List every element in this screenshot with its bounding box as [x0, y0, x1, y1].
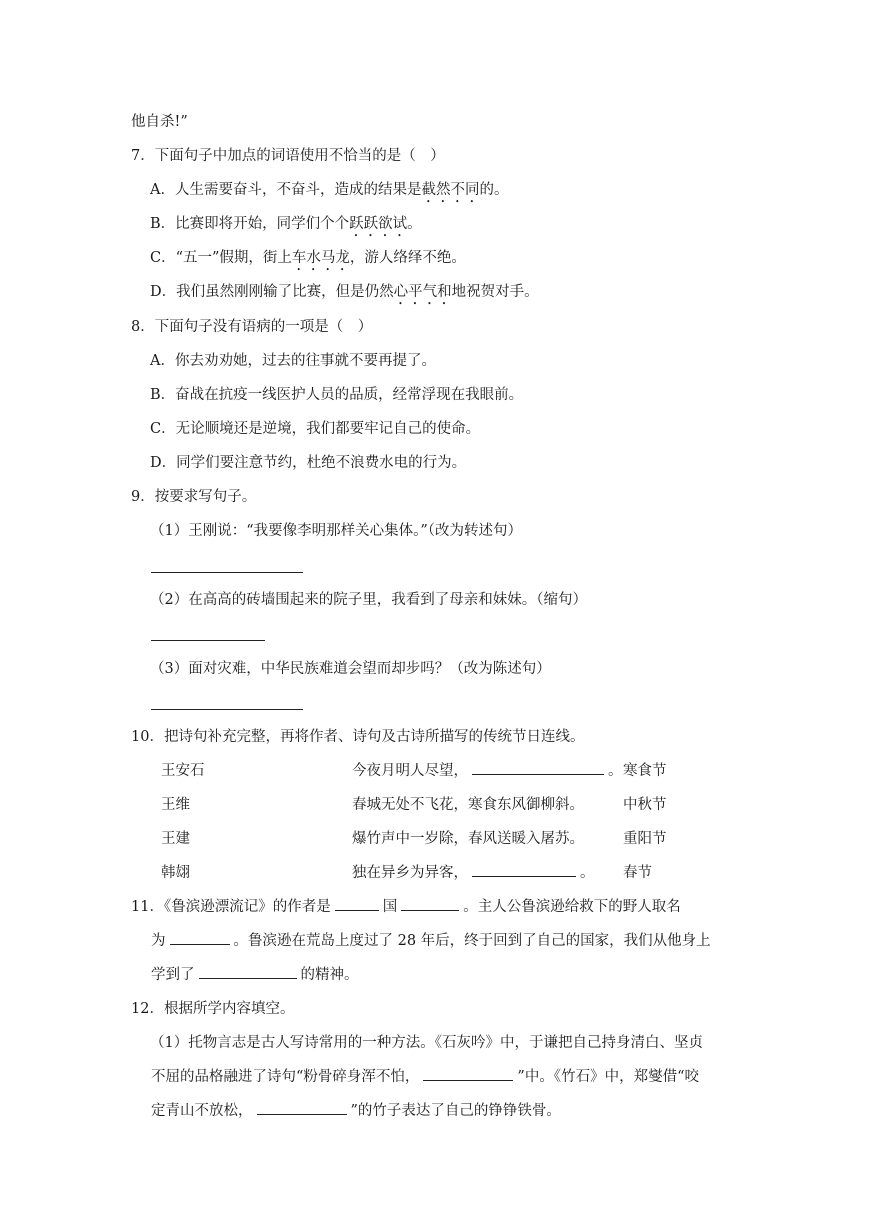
q9-answer-line-2[interactable] — [151, 640, 265, 641]
q12-line-2 — [151, 1067, 699, 1087]
q10-poem-blank[interactable] — [472, 875, 576, 877]
q10-author[interactable]: 王建 — [161, 831, 190, 847]
q10-festival[interactable]: 重阳节 — [623, 831, 667, 847]
q12-line-1: （1）托物言志是古人写诗常用的一种方法。《石灰吟》中，于谦把自己持身清白、坚贞 — [150, 1035, 703, 1051]
q7-option-a[interactable] — [150, 180, 508, 206]
q7-a-tail: 的。 — [479, 182, 509, 198]
carry-over-text: 他自杀!” — [131, 114, 188, 130]
q7-d-text: D．我们虽然刚刚输了比赛，但是仍然 — [150, 284, 394, 300]
q11-text: 为 — [151, 933, 166, 949]
q7-a-dotted-word: 截然不同 — [421, 182, 480, 198]
q11-blank-country[interactable] — [335, 909, 379, 911]
q8-option-c[interactable]: C．无论顺境还是逆境，我们都要牢记自己的使命。 — [150, 421, 481, 437]
q7-option-c[interactable] — [150, 248, 466, 274]
q9-sub1: （1）王刚说：“我要像李明那样关心集体。”（改为转述句） — [150, 523, 523, 539]
q9-sub2: （2）在高高的砖墙围起来的院子里，我看到了母亲和妹妹。（缩句） — [150, 592, 587, 608]
q10-poem-line[interactable]: 爆竹声中一岁除，春风送暖入屠苏。 — [352, 831, 584, 847]
q11-text: 学到了 — [151, 967, 195, 983]
q11-line-3 — [151, 965, 359, 985]
q11-text: 。鲁滨逊在荒岛上度过了 28 年后，终于回到了自己的国家，我们从他身上 — [233, 933, 711, 949]
q12-text: 定青山不放松， — [151, 1103, 253, 1119]
q9-answer-line-1[interactable] — [151, 572, 303, 573]
q7-a-text: A．人生需要奋斗，不奋斗，造成的结果是 — [150, 182, 422, 198]
q11-blank-name[interactable] — [170, 943, 230, 945]
q7-b-tail: 。 — [407, 216, 422, 232]
q10-poem-tail: 。 — [608, 763, 623, 779]
q7-c-tail: ，游人络绎不绝。 — [349, 250, 466, 266]
q9-stem: 9．按要求写句子。 — [131, 489, 257, 505]
q11-line-1 — [131, 897, 681, 917]
q8-option-a[interactable]: A．你去劝劝她，过去的往事就不要再提了。 — [150, 353, 436, 369]
q9-answer-line-3[interactable] — [151, 709, 303, 710]
q12-text: ”中。《竹石》中，郑燮借“咬 — [517, 1069, 699, 1085]
q10-festival[interactable]: 中秋节 — [623, 797, 667, 813]
q10-poem-line[interactable] — [352, 863, 595, 883]
q10-poem-line[interactable] — [352, 761, 623, 781]
q7-c-dotted-word: 车水马龙 — [291, 250, 350, 266]
q12-text: 不屈的品格融进了诗句“粉骨碎身浑不怕， — [151, 1069, 420, 1085]
q11-text: 11．《鲁滨逊漂流记》的作者是 — [131, 899, 331, 915]
q11-text: 的精神。 — [300, 967, 359, 983]
q11-text: 。主人公鲁滨逊给救下的野人取名 — [463, 899, 681, 915]
q12-stem: 12．根据所学内容填空。 — [131, 1001, 295, 1017]
q10-festival[interactable]: 春节 — [623, 865, 652, 881]
q7-b-text: B．比赛即将开始，同学们个个 — [150, 216, 350, 232]
q8-option-d[interactable]: D．同学们要注意节约，杜绝不浪费水电的行为。 — [150, 455, 467, 471]
q10-poem-line[interactable]: 春城无处不飞花，寒食东风御柳斜。 — [352, 797, 584, 813]
q7-stem: 7．下面句子中加点的词语使用不恰当的是（ ） — [131, 148, 445, 164]
q10-author[interactable]: 王维 — [161, 797, 190, 813]
q7-c-text: C．“五一”假期，街上 — [150, 250, 292, 266]
q8-stem: 8．下面句子没有语病的一项是（ ） — [131, 319, 373, 335]
q8-option-b[interactable]: B．奋战在抗疫一线医护人员的品质，经常浮现在我眼前。 — [150, 387, 524, 403]
q7-d-tail: 地祝贺对手。 — [451, 284, 539, 300]
q10-festival[interactable]: 寒食节 — [623, 763, 667, 779]
q10-poem-blank[interactable] — [472, 773, 604, 775]
q12-blank-2[interactable] — [257, 1113, 347, 1115]
q11-blank-spirit[interactable] — [199, 977, 297, 979]
q7-option-b[interactable] — [150, 214, 422, 240]
q12-line-3 — [151, 1101, 561, 1121]
q11-text: 国 — [382, 899, 398, 915]
q9-sub3: （3）面对灾难，中华民族难道会望而却步吗？（改为陈述句） — [150, 661, 551, 677]
q10-poem-text: 今夜月明人尽望， — [352, 763, 468, 779]
q10-stem: 10．把诗句补充完整，再将作者、诗句及古诗所描写的传统节日连线。 — [131, 729, 585, 745]
q11-blank-author[interactable] — [401, 909, 459, 911]
q11-line-2 — [151, 931, 711, 951]
q7-b-dotted-word: 跃跃欲试 — [349, 216, 408, 232]
q12-text: ”的竹子表达了自己的铮铮铁骨。 — [350, 1103, 561, 1119]
q7-option-d[interactable] — [150, 282, 539, 308]
q10-author[interactable]: 王安石 — [161, 763, 205, 779]
q10-author[interactable]: 韩翃 — [161, 865, 190, 881]
q7-d-dotted-word: 心平气和 — [393, 284, 452, 300]
q10-poem-text: 独在异乡为异客， — [352, 865, 468, 881]
q12-blank-1[interactable] — [423, 1079, 513, 1081]
q10-poem-tail: 。 — [580, 865, 595, 881]
